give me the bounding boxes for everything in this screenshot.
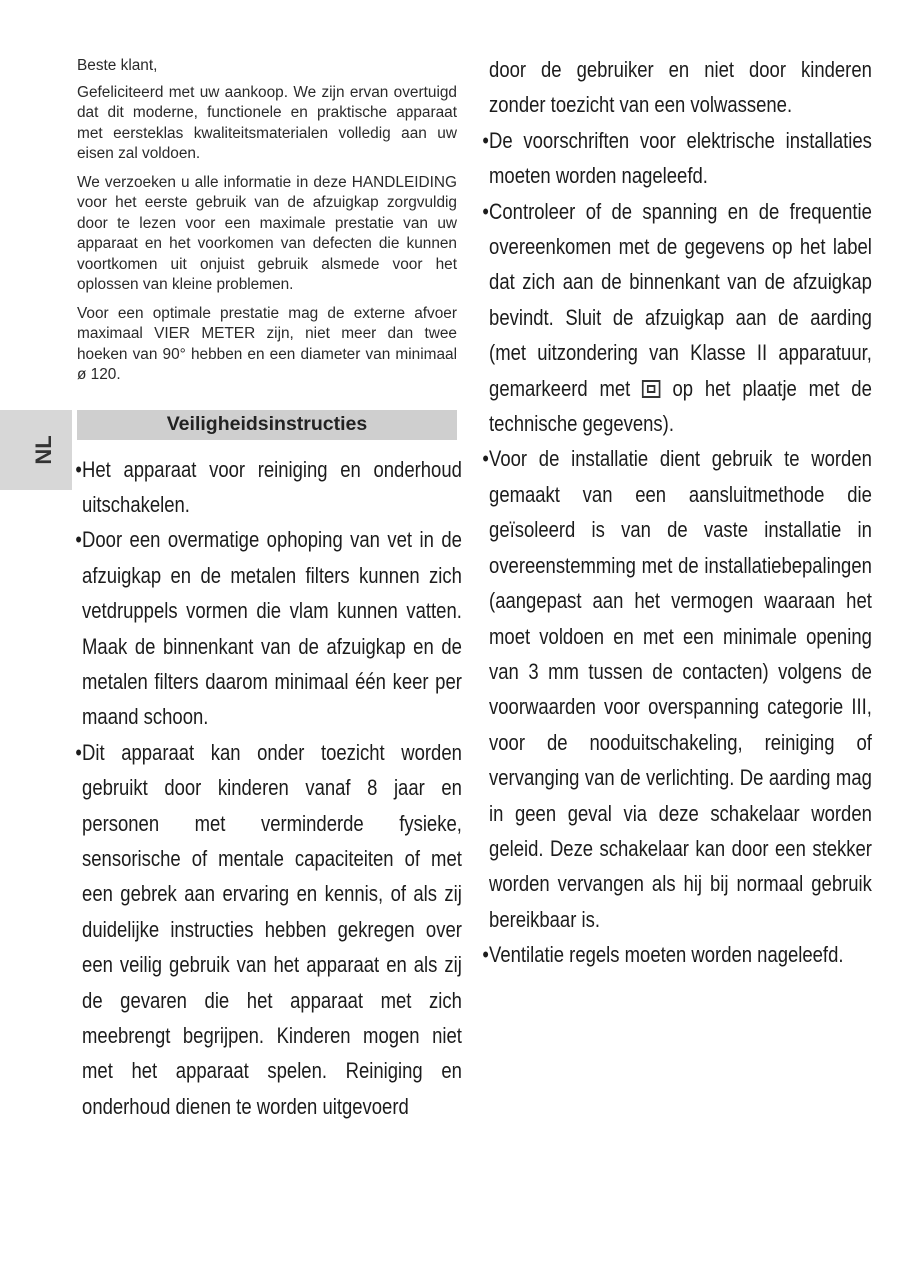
- safety-item-text: Dit apparaat kan onder toezicht worden gebruikt door kinderen vanaf 8 jaar en personen met verminderde fysieke, sensorische of mentale capaciteiten of met een gebrek aan ervaring en kennis, of als zij duidelijke instructies hebben gekregen over een veilig gebruik van het apparaat en als zij de gevaren die het apparaat met zich meebrengt begrijpen. Kinderen mogen niet met het apparaat spelen. Reiniging en onderhoud dienen te worden uitgevoerd: [82, 739, 462, 1119]
- safety-item-continuation: door de gebruiker en niet door kinderen zonder toezicht van een volwassene.: [489, 57, 872, 118]
- greeting: Beste klant,: [77, 57, 158, 74]
- language-label: NL: [31, 435, 56, 465]
- safety-item-text: Door een overmatige ophoping van vet in de afzuigkap en de metalen filters kunnen zich vetdruppels vormen die vlam kunnen vatten. Maak de binnenkant van de afzuigkap en de metalen filters daarom minimaal één keer per maand schoon.: [82, 527, 462, 730]
- safety-item-text: De voorschriften voor elektrische installaties moeten worden nageleefd.: [489, 127, 872, 189]
- language-tab: [0, 410, 72, 490]
- safety-list-left: [75, 452, 462, 1125]
- safety-item-text: Ventilatie regels moeten worden nageleefd.: [489, 942, 844, 968]
- right-column: [482, 52, 872, 973]
- intro-paragraph-1: Gefeliciteerd met uw aankoop. We zijn ervan overtuigd dat dit moderne, functionele en praktische apparaat met eersteklas kwaliteitsmaterialen volledig aan uw eisen zal voldoen.: [77, 83, 457, 162]
- safety-item: • Controleer of de spanning en de frequentie overeenkomen met de gegevens op het label dat zich aan de binnenkant van de afzuigkap bevindt. Sluit de afzuigkap aan de aarding (met uitzondering van Klasse II apparatuur, gemarkeerd met op het plaatje met de technische gegevens).: [482, 198, 872, 437]
- safety-item: • Dit apparaat kan onder toezicht worden gebruikt door kinderen vanaf 8 jaar en personen met verminderde fysieke, sensorische of mentale capaciteiten of met een gebrek aan ervaring en kennis, of als zij duidelijke instructies hebben gekregen over een veilig gebruik van het apparaat en als zij de gevaren die het apparaat met zich meebrengt begrijpen. Kinderen mogen niet met het apparaat spelen. Reiniging en onderhoud dienen te worden uitgevoerd: [75, 739, 462, 1119]
- intro-paragraph-3: Voor een optimale prestatie mag de externe afvoer maximaal VIER METER zijn, niet meer dan twee hoeken van 90° hebben en een diameter van minimaal ø 120.: [77, 304, 457, 383]
- section-heading-bar: [77, 410, 457, 440]
- safety-item: • Het apparaat voor reiniging en onderhoud uitschakelen.: [75, 456, 462, 517]
- section-title: Veiligheidsinstructies: [166, 413, 368, 435]
- intro-section: [77, 56, 457, 386]
- safety-item-text: Het apparaat voor reiniging en onderhoud uitschakelen.: [82, 456, 462, 517]
- safety-item: • Voor de installatie dient gebruik te worden gemaakt van een aansluitmethode die geïsoleerd is van de vaste installatie in overeenstemming met de installatiebepalingen (aangepast aan het vermogen waaraan het moet voldoen en met een minimale opening van 3 mm tussen de contacten) volgens de voorwaarden voor overspanning categorie III, voor de nooduitschakeling, reiniging of vervanging van de verlichting. De aarding mag in geen geval via deze schakelaar worden geleid. Deze schakelaar kan door een stekker worden vervangen als hij bij normaal gebruik bereikbaar is.: [482, 446, 872, 932]
- safety-item-text: Voor de installatie dient gebruik te worden gemaakt van een aansluitmethode die geïsoleerd is van de vaste installatie in overeenstemming met de installatiebepalingen (aangepast aan het vermogen waaraan het moet voldoen en met een minimale opening van 3 mm tussen de contacten) volgens de voorwaarden voor overspanning categorie III, voor de nooduitschakeling, reiniging of vervanging van de verlichting. De aarding mag in geen geval via deze schakelaar worden geleid. Deze schakelaar kan door een stekker worden vervangen als hij bij normaal gebruik bereikbaar is.: [489, 446, 872, 932]
- safety-item-text: op het plaatje met de technische gegevens).: [489, 375, 872, 437]
- safety-item-text: Controleer of de spanning en de frequentie overeenkomen met de gegevens op het label dat zich aan de binnenkant van de afzuigkap bevindt. Sluit de afzuigkap aan de aarding (met uitzondering van Klasse II apparatuur, gemarkeerd met: [489, 198, 872, 401]
- safety-item: • Ventilatie regels moeten worden nageleefd.: [482, 942, 844, 968]
- class-ii-icon: [642, 380, 660, 398]
- safety-item: • De voorschriften voor elektrische installaties moeten worden nageleefd.: [482, 127, 872, 189]
- left-column: [75, 56, 462, 1124]
- safety-list-right: [482, 123, 872, 973]
- safety-item: • Door een overmatige ophoping van vet in de afzuigkap en de metalen filters kunnen zich vetdruppels vormen die vlam kunnen vatten. Maak de binnenkant van de afzuigkap en de metalen filters daarom minimaal één keer per maand schoon.: [75, 527, 462, 730]
- intro-paragraph-2: We verzoeken u alle informatie in deze HANDLEIDING voor het eerste gebruik van de afzuigkap zorgvuldig door te lezen voor een maximale prestatie van uw apparaat en het voorkomen van defecten die kunnen voortkomen uit onjuist gebruik alsmede voor het oplossen van kleine problemen.: [77, 173, 457, 293]
